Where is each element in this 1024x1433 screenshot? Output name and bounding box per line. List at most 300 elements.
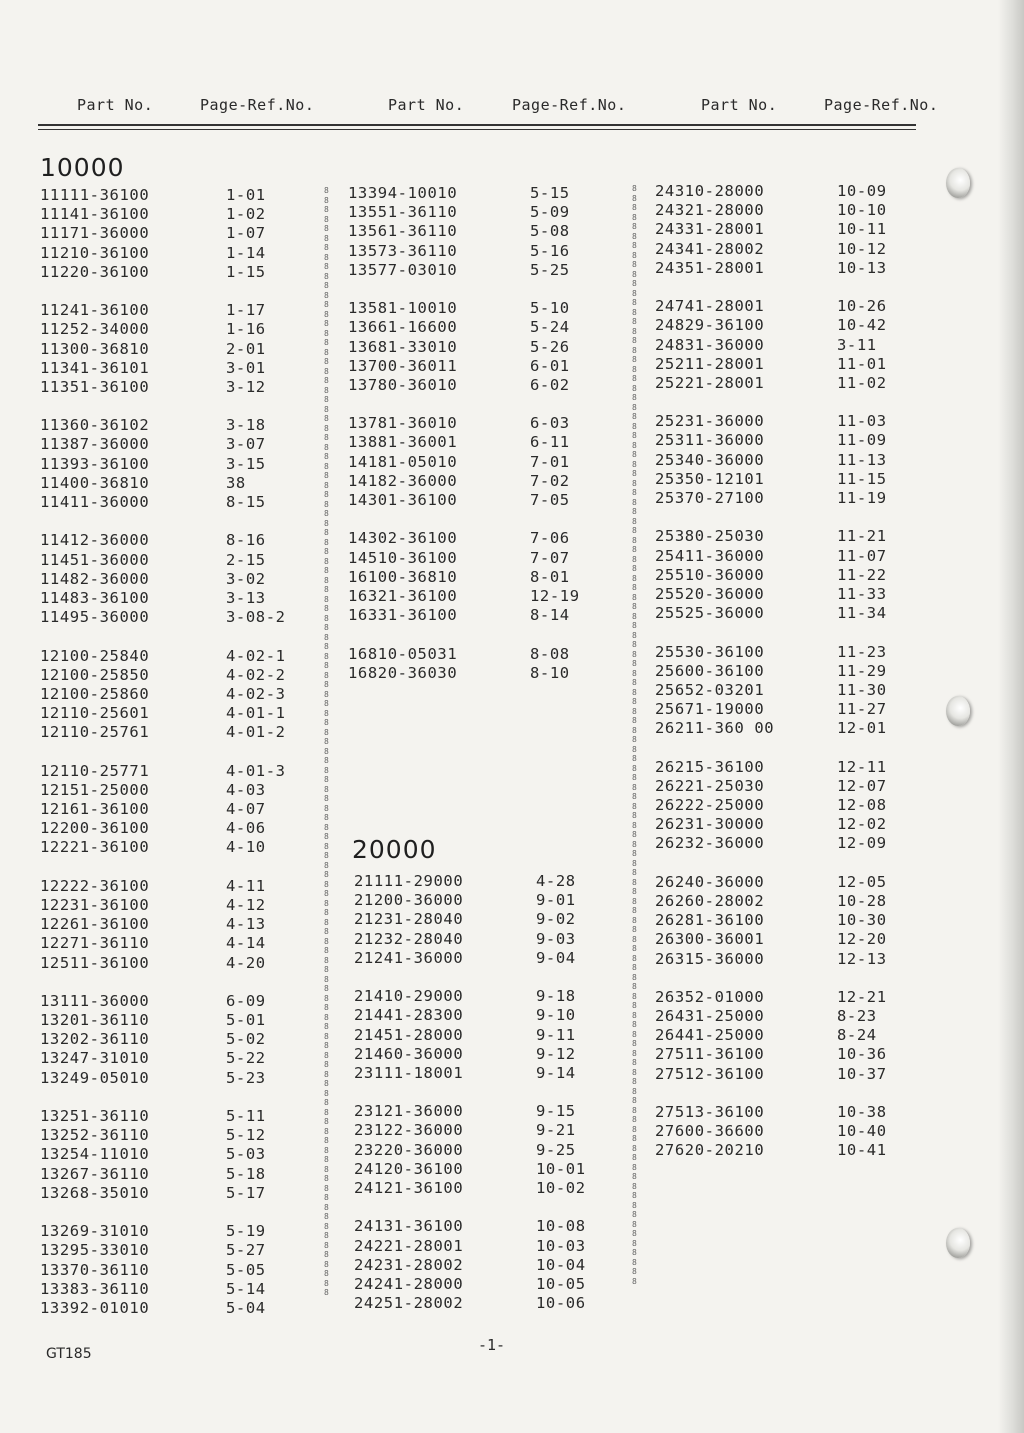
part-number: 13268-35010 [40, 1183, 150, 1202]
page-ref-number: 8-14 [530, 606, 570, 625]
part-entry [655, 1045, 900, 1064]
page-ref-number: 5-15 [530, 184, 570, 202]
part-entry [40, 1280, 310, 1299]
page-ref-number: 3-13 [226, 588, 266, 607]
part-number: 25311-36000 [655, 431, 765, 450]
part-entry [348, 357, 598, 376]
part-number: 23111-18001 [354, 1063, 464, 1082]
part-entry [655, 489, 900, 508]
page-ref-number: 10-05 [536, 1274, 586, 1293]
part-entry [348, 568, 598, 587]
part-entry [655, 220, 900, 239]
page-ref-number: 4-01-3 [226, 761, 286, 780]
part-number: 11482-36000 [40, 569, 150, 588]
page-ref-number: 38 [226, 473, 246, 492]
part-entry [348, 414, 598, 433]
page-ref-number: 1-02 [226, 205, 266, 224]
part-entry [40, 1241, 310, 1260]
part-entry [40, 800, 310, 819]
part-entry [655, 451, 900, 470]
part-entry [40, 1011, 310, 1030]
page-ref-number: 5-22 [226, 1049, 266, 1068]
part-number: 13201-36110 [40, 1011, 150, 1030]
part-number: 25525-36000 [655, 604, 765, 623]
part-entry [655, 1007, 900, 1026]
part-entry [40, 570, 310, 589]
part-number: 24131-36100 [354, 1217, 464, 1236]
perforation-line-2: 88888888888888888888888888888888888888888888888888888888888888888888888888888888888888888888888888888888888888888888 [632, 184, 637, 1286]
part-number: 11210-36100 [40, 243, 150, 262]
part-number: 21111-29000 [354, 872, 464, 890]
group-spacer [40, 973, 310, 992]
page-ref-number: 5-12 [226, 1126, 266, 1145]
page-ref-number: 10-12 [837, 239, 887, 258]
part-entry [40, 1261, 310, 1280]
page-ref-number: 1-16 [226, 320, 266, 339]
part-entry [348, 491, 598, 510]
part-entry [655, 643, 900, 662]
part-entry [40, 1165, 310, 1184]
part-entry [655, 470, 900, 489]
part-number: 27513-36100 [655, 1103, 765, 1121]
part-entry [655, 1103, 900, 1122]
part-entry [348, 529, 598, 548]
page-ref-number: 10-10 [837, 201, 887, 220]
page-ref-number: 10-01 [536, 1159, 586, 1178]
part-entry [40, 244, 310, 263]
page-ref-number: 4-11 [226, 876, 266, 895]
part-number: 27600-36600 [655, 1122, 765, 1141]
part-entry [655, 412, 900, 431]
page-ref-number: 11-34 [837, 604, 887, 623]
page-ref-number: 11-30 [837, 680, 887, 699]
page-ref-number: 10-38 [837, 1103, 887, 1121]
page-ref-number: 5-11 [226, 1107, 266, 1125]
part-entry [655, 297, 900, 316]
part-entry [348, 222, 598, 241]
page-ref-number: 12-20 [837, 930, 887, 949]
part-number: 25652-03201 [655, 680, 765, 699]
page-ref-number: 4-13 [226, 915, 266, 934]
group-spacer [655, 393, 900, 412]
group-spacer [40, 742, 310, 761]
part-number: 26315-36000 [655, 949, 765, 968]
part-entry [40, 378, 310, 397]
part-entry [655, 336, 900, 355]
part-entry [348, 587, 598, 606]
part-entry [40, 493, 310, 512]
page-ref-number: 4-10 [226, 838, 266, 857]
part-entry [40, 1299, 310, 1318]
page-ref-number: 5-01 [226, 1011, 266, 1030]
page-ref-number: 11-15 [837, 469, 887, 488]
part-number: 27512-36100 [655, 1064, 765, 1083]
page-ref-number: 5-09 [530, 203, 570, 222]
part-number: 21231-28040 [354, 910, 464, 929]
group-spacer [40, 627, 310, 646]
part-number: 13254-11010 [40, 1145, 150, 1164]
page-ref-number: 5-04 [226, 1298, 266, 1317]
page-ref-number: 9-02 [536, 910, 576, 929]
part-entry [655, 1141, 900, 1160]
part-entry [655, 431, 900, 450]
part-entry [655, 355, 900, 374]
page-ref-number: 2-01 [226, 339, 266, 358]
page-ref-number: 5-03 [226, 1145, 266, 1164]
part-number: 11111-36100 [40, 186, 150, 204]
page-ref-number: 12-02 [837, 815, 887, 834]
page-ref-number: 10-36 [837, 1045, 887, 1064]
part-number: 12100-25840 [40, 646, 150, 665]
part-number: 12222-36100 [40, 876, 150, 895]
part-number: 12110-25601 [40, 704, 150, 723]
part-number: 24231-28002 [354, 1255, 464, 1274]
part-number: 24241-28000 [354, 1274, 464, 1293]
document-code: GT185 [46, 1346, 92, 1362]
page-ref-number: 3-18 [226, 416, 266, 435]
page-ref-number: 11-23 [837, 642, 887, 661]
part-entry [348, 376, 598, 395]
part-entry [40, 762, 310, 781]
page-ref-number: 4-02-2 [226, 665, 286, 684]
part-number: 12100-25860 [40, 684, 150, 703]
part-number: 11400-36810 [40, 473, 150, 492]
page-ref-number: 9-12 [536, 1044, 576, 1063]
part-number: 12511-36100 [40, 953, 150, 972]
group-spacer [655, 508, 900, 527]
part-entry [655, 873, 900, 892]
part-number: 13295-33010 [40, 1241, 150, 1260]
part-number: 12100-25850 [40, 665, 150, 684]
page-ref-number: 1-14 [226, 243, 266, 262]
part-number: 24251-28002 [354, 1294, 464, 1313]
part-entry [354, 1179, 604, 1198]
part-number: 13681-33010 [348, 337, 458, 356]
part-number: 26231-30000 [655, 815, 765, 834]
part-number: 25221-28001 [655, 373, 765, 392]
group-spacer [348, 395, 598, 414]
page-ref-number: 11-22 [837, 565, 887, 584]
page-ref-number: 5-08 [530, 222, 570, 241]
page-ref-number: 6-02 [530, 375, 570, 394]
part-entry [354, 987, 604, 1006]
part-number: 25340-36000 [655, 450, 765, 469]
group-spacer [655, 623, 900, 642]
page-ref-number: 11-13 [837, 450, 887, 469]
part-entry [348, 664, 598, 683]
part-number: 13700-36011 [348, 356, 458, 375]
part-number: 24831-36000 [655, 335, 765, 354]
page-ref-number: 3-01 [226, 358, 266, 377]
part-entry [354, 1294, 604, 1313]
group-spacer [348, 625, 598, 644]
part-entry [40, 416, 310, 435]
part-number: 14181-05010 [348, 452, 458, 471]
part-number: 23220-36000 [354, 1140, 464, 1159]
page-ref-number: 1-17 [226, 301, 266, 320]
part-entry [40, 301, 310, 320]
page-ref-number: 8-08 [530, 644, 570, 663]
part-entry [40, 205, 310, 224]
part-number: 21232-28040 [354, 929, 464, 948]
part-number: 24341-28002 [655, 239, 765, 258]
page-ref-number: 10-11 [837, 220, 887, 239]
page-ref-number: 4-07 [226, 800, 266, 818]
part-number: 16331-36100 [348, 606, 458, 625]
part-entry [354, 1217, 604, 1236]
page-ref-number: 11-07 [837, 546, 887, 565]
part-entry [40, 666, 310, 685]
header-part-no-3: Part No. [701, 96, 778, 114]
part-entry [354, 910, 604, 929]
part-number: 13394-10010 [348, 184, 458, 202]
page-ref-number: 3-08-2 [226, 608, 286, 627]
group-spacer [40, 282, 310, 301]
page-ref-number: 11-27 [837, 700, 887, 719]
section-heading-10000: 10000 [40, 153, 125, 182]
part-entry [348, 433, 598, 452]
part-number: 13392-01010 [40, 1298, 150, 1317]
part-entry [40, 934, 310, 953]
part-number: 24321-28000 [655, 201, 765, 220]
part-number: 11341-36101 [40, 358, 150, 377]
part-entry [40, 896, 310, 915]
page-ref-number: 9-03 [536, 929, 576, 948]
header-page-ref-1: Page-Ref.No. [200, 96, 315, 114]
part-entry [40, 954, 310, 973]
part-entry [655, 1122, 900, 1141]
page-ref-number: 11-21 [837, 527, 887, 546]
group-spacer [348, 280, 598, 299]
part-entry [40, 1145, 310, 1164]
part-entry [348, 338, 598, 357]
page-ref-number: 1-15 [226, 262, 266, 281]
part-entry [655, 930, 900, 949]
page-ref-number: 12-11 [837, 757, 887, 776]
part-number: 13252-36110 [40, 1126, 150, 1145]
page-ref-number: 12-01 [837, 719, 887, 738]
part-number: 13267-36110 [40, 1164, 150, 1183]
parts-column-1 [40, 186, 310, 1318]
part-number: 11411-36000 [40, 493, 150, 511]
page-ref-number: 7-05 [530, 491, 570, 509]
page-ref-number: 7-01 [530, 452, 570, 471]
part-entry [655, 201, 900, 220]
part-entry [354, 1141, 604, 1160]
part-entry [40, 1107, 310, 1126]
part-number: 11351-36100 [40, 377, 150, 396]
part-entry [40, 1222, 310, 1241]
page-number: -1- [478, 1336, 506, 1354]
part-number: 23122-36000 [354, 1121, 464, 1140]
page-ref-number: 5-23 [226, 1068, 266, 1087]
header-page-ref-3: Page-Ref.No. [824, 96, 939, 114]
part-entry [40, 992, 310, 1011]
part-entry [655, 374, 900, 393]
page-ref-number: 1-07 [226, 224, 266, 243]
group-spacer [354, 968, 604, 987]
part-entry [354, 1256, 604, 1275]
page-ref-number: 10-42 [837, 316, 887, 335]
part-number: 16810-05031 [348, 644, 458, 663]
part-entry [655, 585, 900, 604]
group-spacer [655, 969, 900, 988]
part-number: 25411-36000 [655, 546, 765, 565]
part-number: 14302-36100 [348, 529, 458, 548]
part-number: 16321-36100 [348, 586, 458, 605]
page-ref-number: 5-19 [226, 1222, 266, 1241]
part-entry [348, 203, 598, 222]
part-number: 25520-36000 [655, 584, 765, 603]
page-ref-number: 6-01 [530, 356, 570, 375]
part-entry [354, 949, 604, 968]
part-entry [40, 1126, 310, 1145]
part-entry [40, 781, 310, 800]
part-number: 14182-36000 [348, 471, 458, 490]
part-entry [354, 1026, 604, 1045]
part-entry [655, 988, 900, 1007]
parts-column-2-top [348, 184, 598, 683]
part-entry [655, 815, 900, 834]
part-entry [348, 299, 598, 318]
part-number: 21241-36000 [354, 948, 464, 967]
part-entry [655, 911, 900, 930]
part-number: 11387-36000 [40, 435, 150, 454]
page-ref-number: 11-33 [837, 584, 887, 603]
part-entry [354, 1121, 604, 1140]
group-spacer [354, 1083, 604, 1102]
page-ref-number: 3-15 [226, 454, 266, 473]
page-ref-number: 9-21 [536, 1121, 576, 1140]
header-page-ref-2: Page-Ref.No. [512, 96, 627, 114]
page-ref-number: 9-10 [536, 1006, 576, 1025]
part-number: 13247-31010 [40, 1049, 150, 1068]
page-ref-number: 5-27 [226, 1241, 266, 1260]
page-ref-number: 3-02 [226, 569, 266, 588]
part-number: 26281-36100 [655, 911, 765, 930]
part-number: 11241-36100 [40, 301, 150, 320]
part-entry [655, 834, 900, 853]
page-ref-number: 9-18 [536, 987, 576, 1006]
page-ref-number: 5-14 [226, 1279, 266, 1298]
page-ref-number: 6-09 [226, 991, 266, 1010]
part-number: 25380-25030 [655, 527, 765, 546]
part-entry [655, 259, 900, 278]
part-entry [655, 681, 900, 700]
part-entry [40, 608, 310, 627]
page-ref-number: 10-40 [837, 1122, 887, 1141]
part-number: 12110-25761 [40, 723, 150, 742]
page-ref-number: 7-02 [530, 471, 570, 490]
page-ref-number: 10-28 [837, 891, 887, 910]
part-number: 26260-28002 [655, 891, 765, 910]
page-ref-number: 10-41 [837, 1141, 887, 1160]
part-number: 26222-25000 [655, 796, 765, 814]
part-entry [655, 777, 900, 796]
group-spacer [40, 512, 310, 531]
part-number: 13551-36110 [348, 203, 458, 222]
part-number: 24829-36100 [655, 316, 765, 335]
part-number: 13251-36110 [40, 1107, 150, 1125]
page-ref-number: 8-24 [837, 1026, 877, 1045]
part-entry [40, 186, 310, 205]
group-spacer [655, 278, 900, 297]
part-entry [354, 1102, 604, 1121]
part-entry [655, 796, 900, 815]
part-entry [348, 453, 598, 472]
part-number: 25530-36100 [655, 642, 765, 661]
part-number: 24331-28001 [655, 220, 765, 239]
part-entry [40, 877, 310, 896]
part-entry [348, 261, 598, 280]
page-ref-number: 7-07 [530, 548, 570, 567]
page-ref-number: 10-06 [536, 1294, 586, 1313]
group-spacer [40, 1203, 310, 1222]
page-ref-number: 8-10 [530, 663, 570, 682]
part-number: 12221-36100 [40, 838, 150, 857]
part-entry [655, 700, 900, 719]
part-entry [348, 549, 598, 568]
binder-hole-middle [946, 696, 970, 726]
page-ref-number: 12-19 [530, 586, 580, 605]
part-number: 21441-28300 [354, 1006, 464, 1025]
part-number: 11360-36102 [40, 416, 150, 435]
part-number: 11300-36810 [40, 339, 150, 358]
part-entry [655, 950, 900, 969]
part-number: 13111-36000 [40, 991, 150, 1010]
part-entry [40, 1030, 310, 1049]
part-number: 26240-36000 [655, 872, 765, 891]
page-ref-number: 5-16 [530, 241, 570, 260]
part-entry [348, 318, 598, 337]
part-number: 13202-36110 [40, 1030, 150, 1049]
page-ref-number: 10-13 [837, 258, 887, 277]
part-entry [40, 723, 310, 742]
page-ref-number: 4-01-1 [226, 704, 286, 723]
page-ref-number: 8-16 [226, 531, 266, 550]
part-entry [40, 704, 310, 723]
part-number: 26215-36100 [655, 757, 765, 776]
page-ref-number: 12-21 [837, 987, 887, 1006]
page-ref-number: 10-09 [837, 182, 887, 200]
page-ref-number: 6-11 [530, 433, 570, 452]
part-entry [354, 891, 604, 910]
part-number: 13249-05010 [40, 1068, 150, 1087]
group-spacer [348, 510, 598, 529]
part-number: 13370-36110 [40, 1260, 150, 1279]
part-entry [40, 340, 310, 359]
part-number: 12200-36100 [40, 819, 150, 838]
part-entry [348, 242, 598, 261]
part-number: 26232-36000 [655, 834, 765, 853]
part-entry [40, 589, 310, 608]
page-ref-number: 5-10 [530, 299, 570, 318]
page-edge-shadow [998, 0, 1024, 1433]
part-number: 12161-36100 [40, 800, 150, 818]
part-entry [655, 719, 900, 738]
part-entry [354, 1160, 604, 1179]
part-number: 11171-36000 [40, 224, 150, 243]
part-entry [40, 263, 310, 282]
part-entry [40, 819, 310, 838]
part-number: 24741-28001 [655, 297, 765, 316]
page-ref-number: 3-12 [226, 377, 266, 396]
page-ref-number: 12-08 [837, 796, 887, 814]
parts-column-2-bottom [354, 872, 604, 1313]
page-ref-number: 8-15 [226, 493, 266, 511]
page-ref-number: 4-01-2 [226, 723, 286, 742]
part-number: 24120-36100 [354, 1159, 464, 1178]
